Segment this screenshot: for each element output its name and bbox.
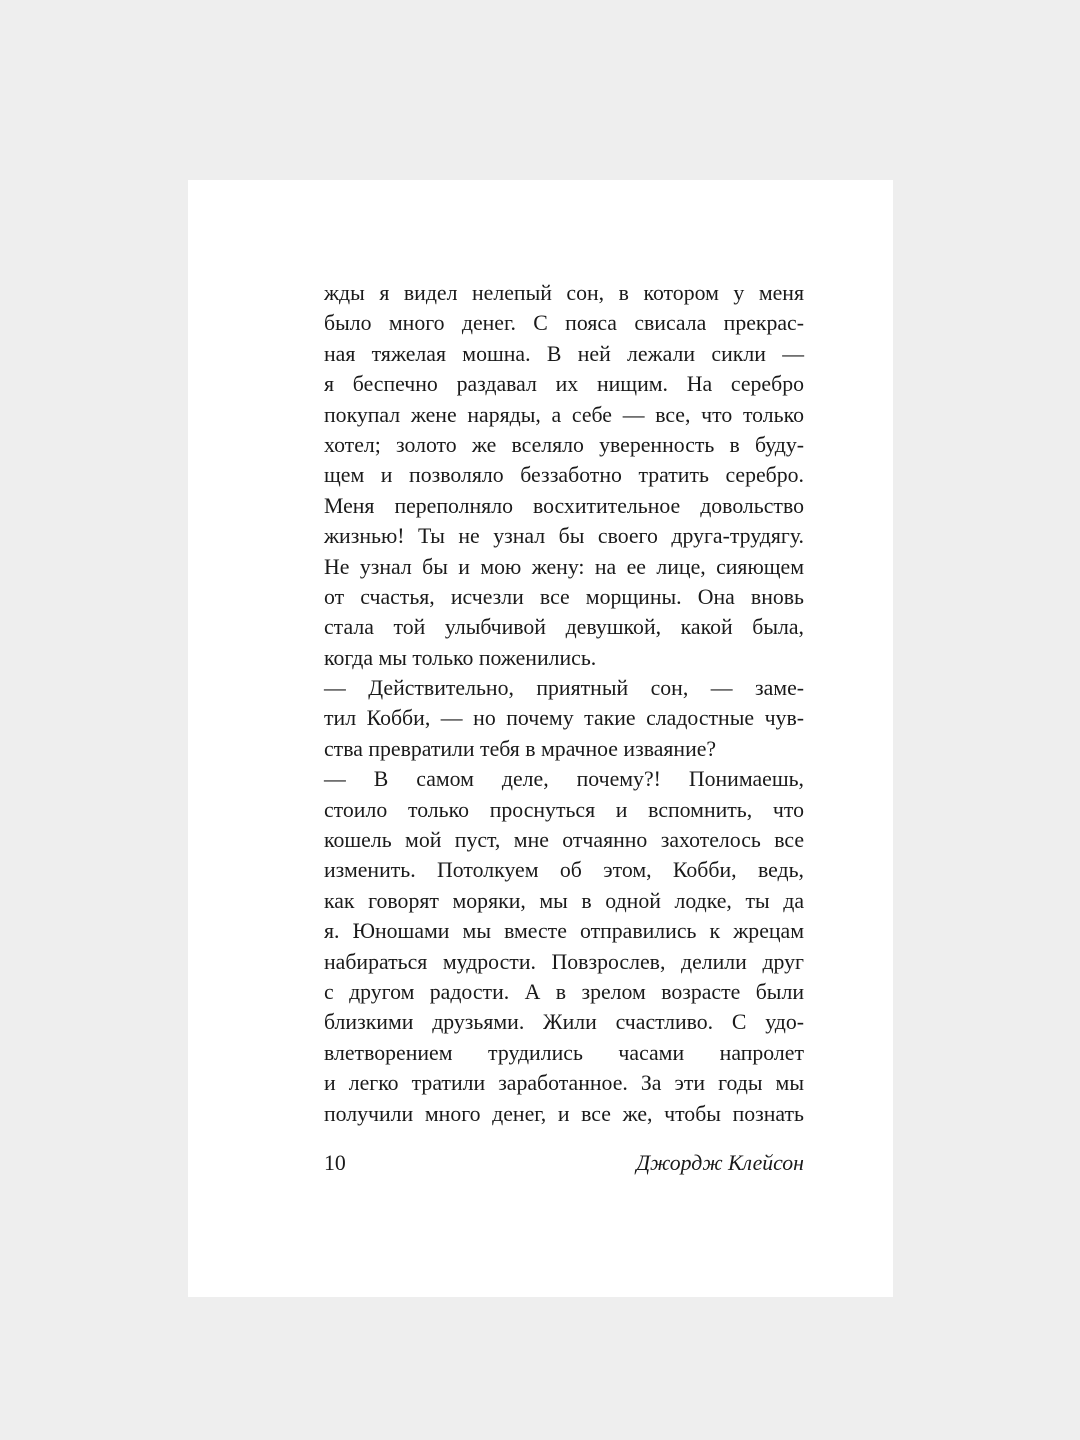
text-line: тил Кобби, — но почему такие сладостные чув- [324, 706, 804, 731]
text-line: изменить. Потолкуем об этом, Кобби, ведь, [324, 858, 804, 883]
text-line: и легко тратили заработанное. За эти годы мы [324, 1071, 804, 1096]
text-line: от счастья, исчезли все морщины. Она вновь [324, 584, 804, 609]
text-line: жды я видел нелепый сон, в котором у меня [324, 281, 804, 305]
text-line: — В самом деле, почему?! Понимаешь, [324, 767, 804, 792]
text-line: стала той улыбчивой девушкой, какой была, [324, 615, 804, 640]
text-line: набираться мудрости. Повзрослев, делили друг [324, 949, 804, 974]
text-line: щем и позволяло беззаботно тратить серебро. [324, 463, 804, 488]
page-number: 10 [324, 1151, 346, 1175]
text-line: когда мы только поженились. [324, 645, 597, 670]
text-line: жизнью! Ты не узнал бы своего друга-трудягу. [324, 524, 804, 549]
text-line: получили много денег, и все же, чтобы познать [324, 1101, 804, 1126]
body-text [324, 278, 804, 1129]
text-line: Не узнал бы и мою жену: на ее лице, сияющем [324, 554, 804, 579]
text-line: как говорят моряки, мы в одной лодке, ты да [324, 888, 804, 913]
text-line: с другом радости. А в зрелом возрасте были [324, 979, 804, 1004]
text-line: было много денег. С пояса свисала прекрас- [324, 311, 804, 336]
text-line: ная тяжелая мошна. В ней лежали сикли — [324, 341, 804, 366]
text-line: Меня переполняло восхитительное довольство [324, 493, 804, 518]
text-line: близкими друзьями. Жили счастливо. С удо- [324, 1010, 804, 1035]
text-line: влетворением трудились часами напролет [324, 1040, 804, 1065]
book-page [188, 180, 893, 1297]
running-head-author: Джордж Клейсон [636, 1151, 804, 1175]
text-line: я. Юношами мы вместе отправились к жрецам [324, 919, 804, 944]
text-line: я беспечно раздавал их нищим. На серебро [324, 372, 804, 397]
text-line: стоило только проснуться и вспомнить, что [324, 797, 804, 822]
text-line: ства превратили тебя в мрачное изваяние? [324, 736, 717, 761]
text-line: кошель мой пуст, мне отчаянно захотелось все [324, 828, 804, 853]
text-line: покупал жене наряды, а себе — все, что только [324, 402, 804, 427]
text-line: — Действительно, приятный сон, — заме- [324, 676, 804, 701]
text-line: хотел; золото же вселяло уверенность в буду- [324, 432, 804, 457]
page-footer [324, 1148, 804, 1178]
